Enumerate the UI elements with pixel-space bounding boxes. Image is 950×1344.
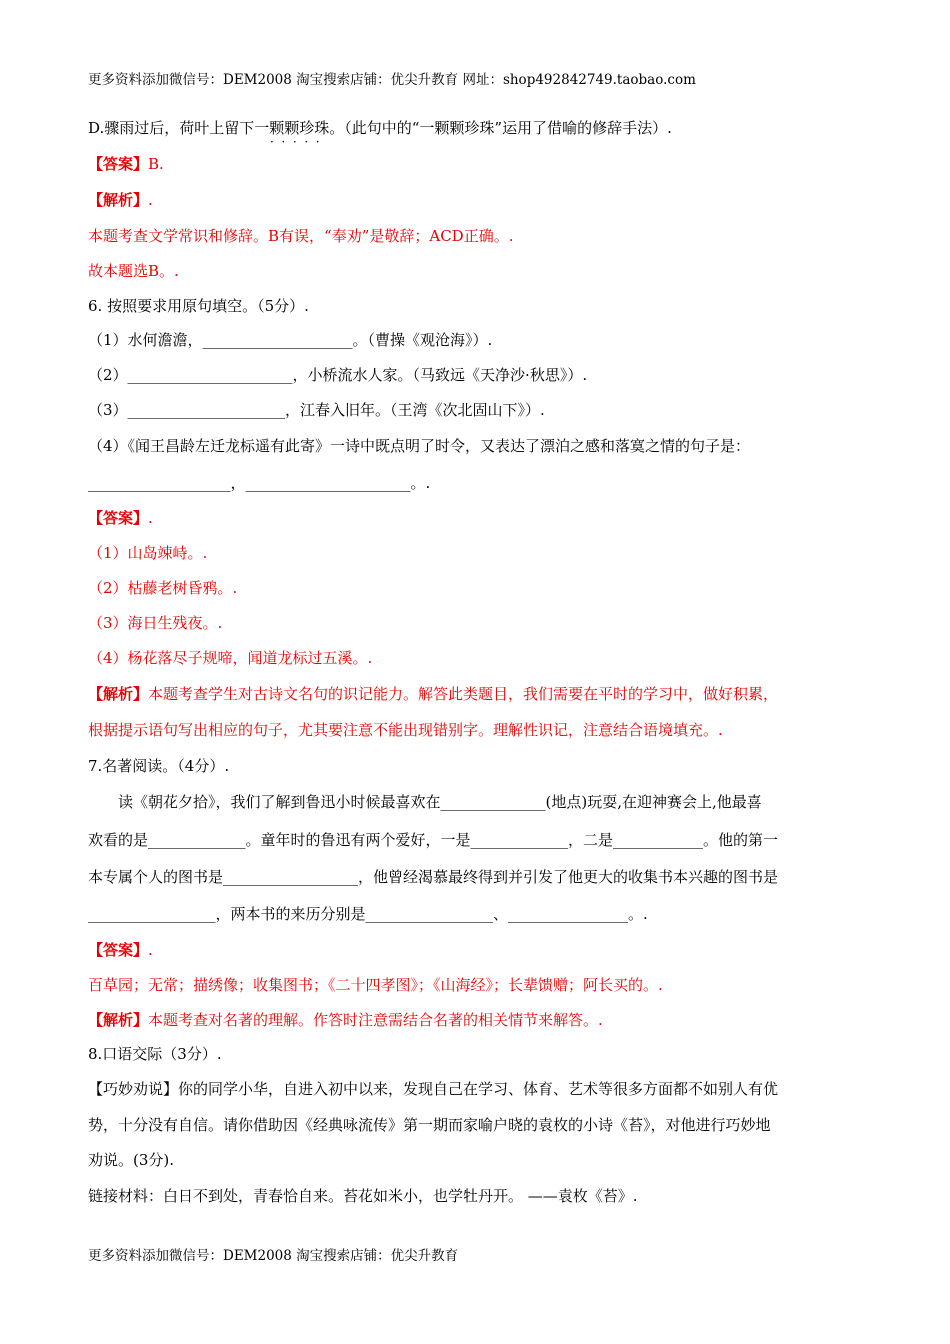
section-text: 本题考查对名著的理解。作答时注意需结合名著的相关情节来解答。.	[148, 1011, 603, 1029]
q6-analysis-line-2: 根据提示语句写出相应的句子，尤其要注意不能出现错别字。理解性识记，注意结合语境填充。.	[88, 721, 723, 739]
q7-paragraph-line-1: 读《朝花夕拾》，我们了解到鲁迅小时候最喜欢在______________(地点)玩耍,在迎神赛会上,他最喜	[118, 793, 762, 811]
q6-line-1: （1）水何澹澹，____________________。（曹操《观沧海》）.	[88, 331, 493, 349]
section-label: 【答案】	[88, 509, 149, 527]
q6-answer-3: （3）海日生残夜。.	[88, 614, 223, 632]
q6-line-4: （4）《闻王昌龄左迁龙标遥有此寄》一诗中既点明了时令，又表达了漂泊之感和落寞之情的句子是：	[88, 437, 751, 455]
section-label: 【答案】	[88, 155, 149, 173]
section-text: B.	[148, 155, 164, 173]
q5-answer	[88, 154, 164, 174]
q5-analysis-line-2: 故本题选B。.	[88, 262, 179, 280]
page-header: 更多资料添加微信号：DEM2008 淘宝搜索店铺：优尖升教育 网址：shop492842749.taobao.com	[88, 72, 696, 88]
q8-paragraph-line-1: 【巧妙劝说】你的同学小华，自进入初中以来，发现自己在学习、体育、艺术等很多方面都不如别人有优	[88, 1080, 779, 1098]
q5-option-d: D.骤雨过后，荷叶上留下一颗颗珍珠。（此句中的“一颗颗珍珠”运用了借喻的修辞手法）.	[88, 119, 672, 137]
q7-paragraph-line-3: 本专属个人的图书是__________________，他曾经渴慕最终得到并引发了他更大的收集书本兴趣的图书是	[88, 868, 779, 886]
q6-title: 6. 按照要求用原句填空。（5分）.	[88, 297, 309, 315]
section-label: 【解析】	[88, 1011, 149, 1029]
q7-paragraph-line-2: 欢看的是_____________。童年时的鲁迅有两个爱好，一是_____________，二是____________。他的第一	[88, 831, 779, 849]
q7-answer: 百草园；无常；描绣像；收集图书；《二十四孝图》；《山海经》；长辈馈赠；阿长买的。.	[88, 976, 663, 994]
q8-title: 8.口语交际（3分）.	[88, 1045, 222, 1063]
q8-paragraph-line-2: 势，十分没有自信。请你借助因《经典咏流传》第一期而家喻户晓的袁枚的小诗《苔》，对他进行巧妙地	[88, 1116, 771, 1134]
q6-line-3: （3）_____________________，江春入旧年。（王湾《次北固山下》）.	[88, 401, 545, 419]
q6-answer-label	[88, 508, 153, 528]
emphasis-dots: · · · · ·	[270, 135, 320, 149]
q6-answer-1: （1）山岛竦峙。.	[88, 544, 208, 562]
section-label: 【解析】	[88, 191, 149, 209]
q6-answer-2: （2）枯藤老树昏鸦。.	[88, 579, 238, 597]
section-text: .	[148, 509, 153, 527]
q6-line-2: （2）______________________，小桥流水人家。（马致远《天净沙·秋思》）.	[88, 366, 588, 384]
q7-paragraph-line-4: _________________，两本书的来历分别是_________________、________________。.	[88, 905, 648, 923]
q7-title: 7.名著阅读。（4分）.	[88, 757, 230, 775]
q8-paragraph-line-3: 劝说。(3分).	[88, 1151, 175, 1169]
page-footer: 更多资料添加微信号：DEM2008 淘宝搜索店铺：优尖升教育	[88, 1248, 459, 1264]
q5-analysis-line-1: 本题考查文学常识和修辞。B有误，“奉劝”是敬辞；ACD正确。.	[88, 227, 514, 245]
section-text: .	[148, 191, 153, 209]
q5-analysis-label	[88, 190, 153, 210]
section-text: .	[148, 941, 153, 959]
q7-analysis	[88, 1010, 603, 1030]
section-label: 【解析】	[88, 685, 149, 703]
q7-answer-label	[88, 940, 153, 960]
q6-answer-4: （4）杨花落尽子规啼，闻道龙标过五溪。.	[88, 649, 373, 667]
q8-material: 链接材料：白日不到处，青春恰自来。苔花如米小，也学牡丹开。 ——袁枚《苔》.	[88, 1187, 638, 1205]
section-label: 【答案】	[88, 941, 149, 959]
q6-line-5: ___________________，______________________。.	[88, 474, 431, 492]
q6-analysis-line-1	[88, 684, 778, 704]
section-text: 本题考查学生对古诗文名句的识记能力。解答此类题目，我们需要在平时的学习中，做好积累，	[148, 685, 779, 703]
